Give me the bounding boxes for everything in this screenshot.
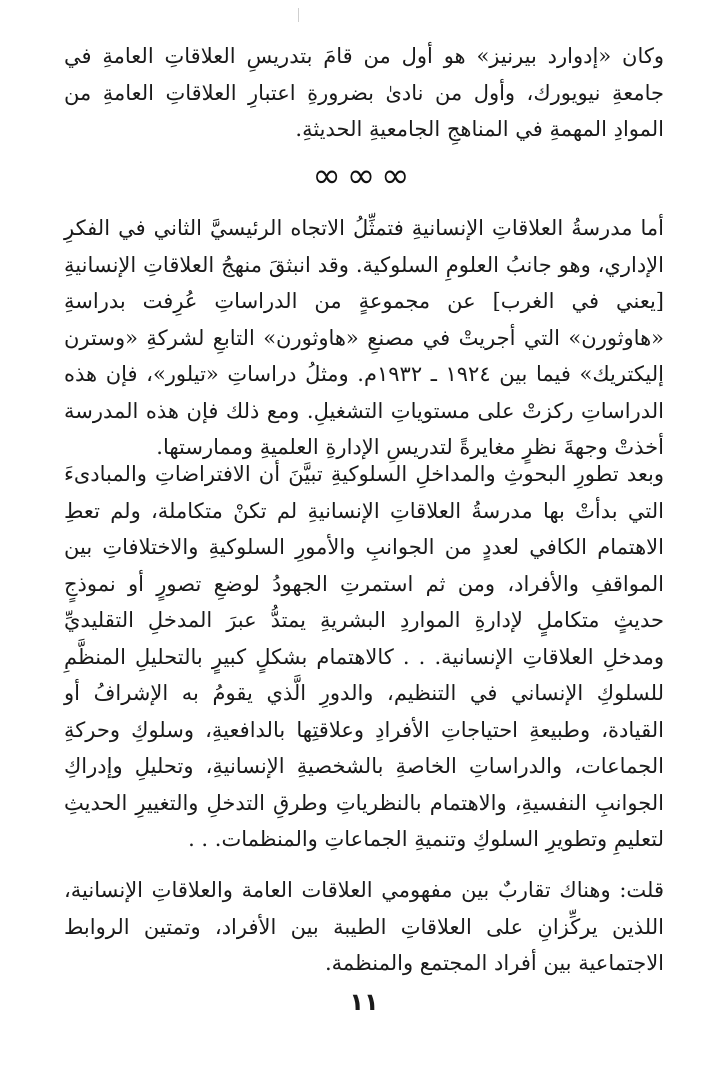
paragraph-bernays: وكان «إدوارد بيرنيز» هو أول من قامَ بتدريسِ العلاقاتِ العامةِ في جامعةِ نيويورك، وأول من نادىٰ بضرورةِ اعتبارِ العلاقاتِ العامةِ من الموادِ المهمةِ في المناهجِ الجامعيةِ الحديثةِ. <box>64 44 664 141</box>
scan-mark <box>298 8 299 22</box>
paragraph-behavioral-research: وبعد تطورِ البحوثِ والمداخلِ السلوكيةِ تبيَّنَ أن الافتراضاتِ والمبادىءَ التي بدأتْ بها مدرسةُ العلاقاتِ الإنسانيةِ لم تكنْ متكاملة، ولم تعطِ الاهتمام الكافي لعددٍ من الجوانبِ والأمورِ السلوكيةِ والاختلافاتِ بين المواقفِ والأفراد، ومن ثم استمرتِ الجهودُ لوضعِ تصورٍ أو نموذجٍ حديثٍ متكاملٍ لإدارةِ المواردِ البشريةِ يمتدُّ عبرَ المدخلِ التقليديِّ ومدخلِ العلاقاتِ الإنسانية. . . كالاهتمام بشكلٍ كبيرٍ بالتحليلِ المنظَّمِ للسلوكِ الإنساني في التنظيم، والدورِ الَّذي يقومُ به الإشرافُ أو القيادة، وطبيعةِ احتياجاتِ الأفرادِ وعلاقتِها بالدافعيةِ، وسلوكِ وحركةِ الجماعات، والدراساتِ الخاصةِ بالشخصيةِ الإنسانيةِ، وتحليلِ وإدراكِ الجوانبِ النفسيةِ، والاهتمام بالنظرياتِ وطرقِ التدخلِ والتغييرِ الحديثِ لتعليمِ وتطويرِ السلوكِ وتنميةِ الجماعاتِ والمنظمات. . . <box>64 462 664 851</box>
book-page <box>64 38 664 1038</box>
paragraph-author-note: قلت: وهناك تقاربٌ بين مفهومي العلاقات العامة والعلاقاتِ الإنسانية، اللذين يركِّزانِ على العلاقاتِ الطيبة بين الأفراد، وتمتين الروابط الاجتماعية بين أفراد المجتمع والمنظمة. <box>64 878 664 975</box>
section-divider-ornament: ∞∞∞ <box>312 156 416 196</box>
paragraph-human-relations-school: أما مدرسةُ العلاقاتِ الإنسانيةِ فتمثِّلُ الاتجاه الرئيسيَّ الثاني في الفكرِ الإداري، وهو جانبُ العلومِ السلوكية. وقد انبثقَ منهجُ العلاقاتِ الإنسانيةِ [يعني في الغرب] عن مجموعةٍ من الدراساتِ عُرِفت بدراسةِ «هاوثورن» التي أجريتْ في مصنعِ «هاوثورن» التابعِ لشركةِ «وسترن إليكتريك» فيما بين ١٩٢٤ ـ ١٩٣٢م. ومثلُ دراساتِ «تيلور»، فإن هذه الدراساتِ ركزتْ على مستوياتِ التشغيلِ. ومع ذلك فإن هذه المدرسة أخذتْ وجهةَ نظرٍ مغايرةً لتدريسِ الإدارةِ العلميةِ وممارستها. <box>64 216 664 459</box>
page-number: ١١ <box>349 988 379 1016</box>
